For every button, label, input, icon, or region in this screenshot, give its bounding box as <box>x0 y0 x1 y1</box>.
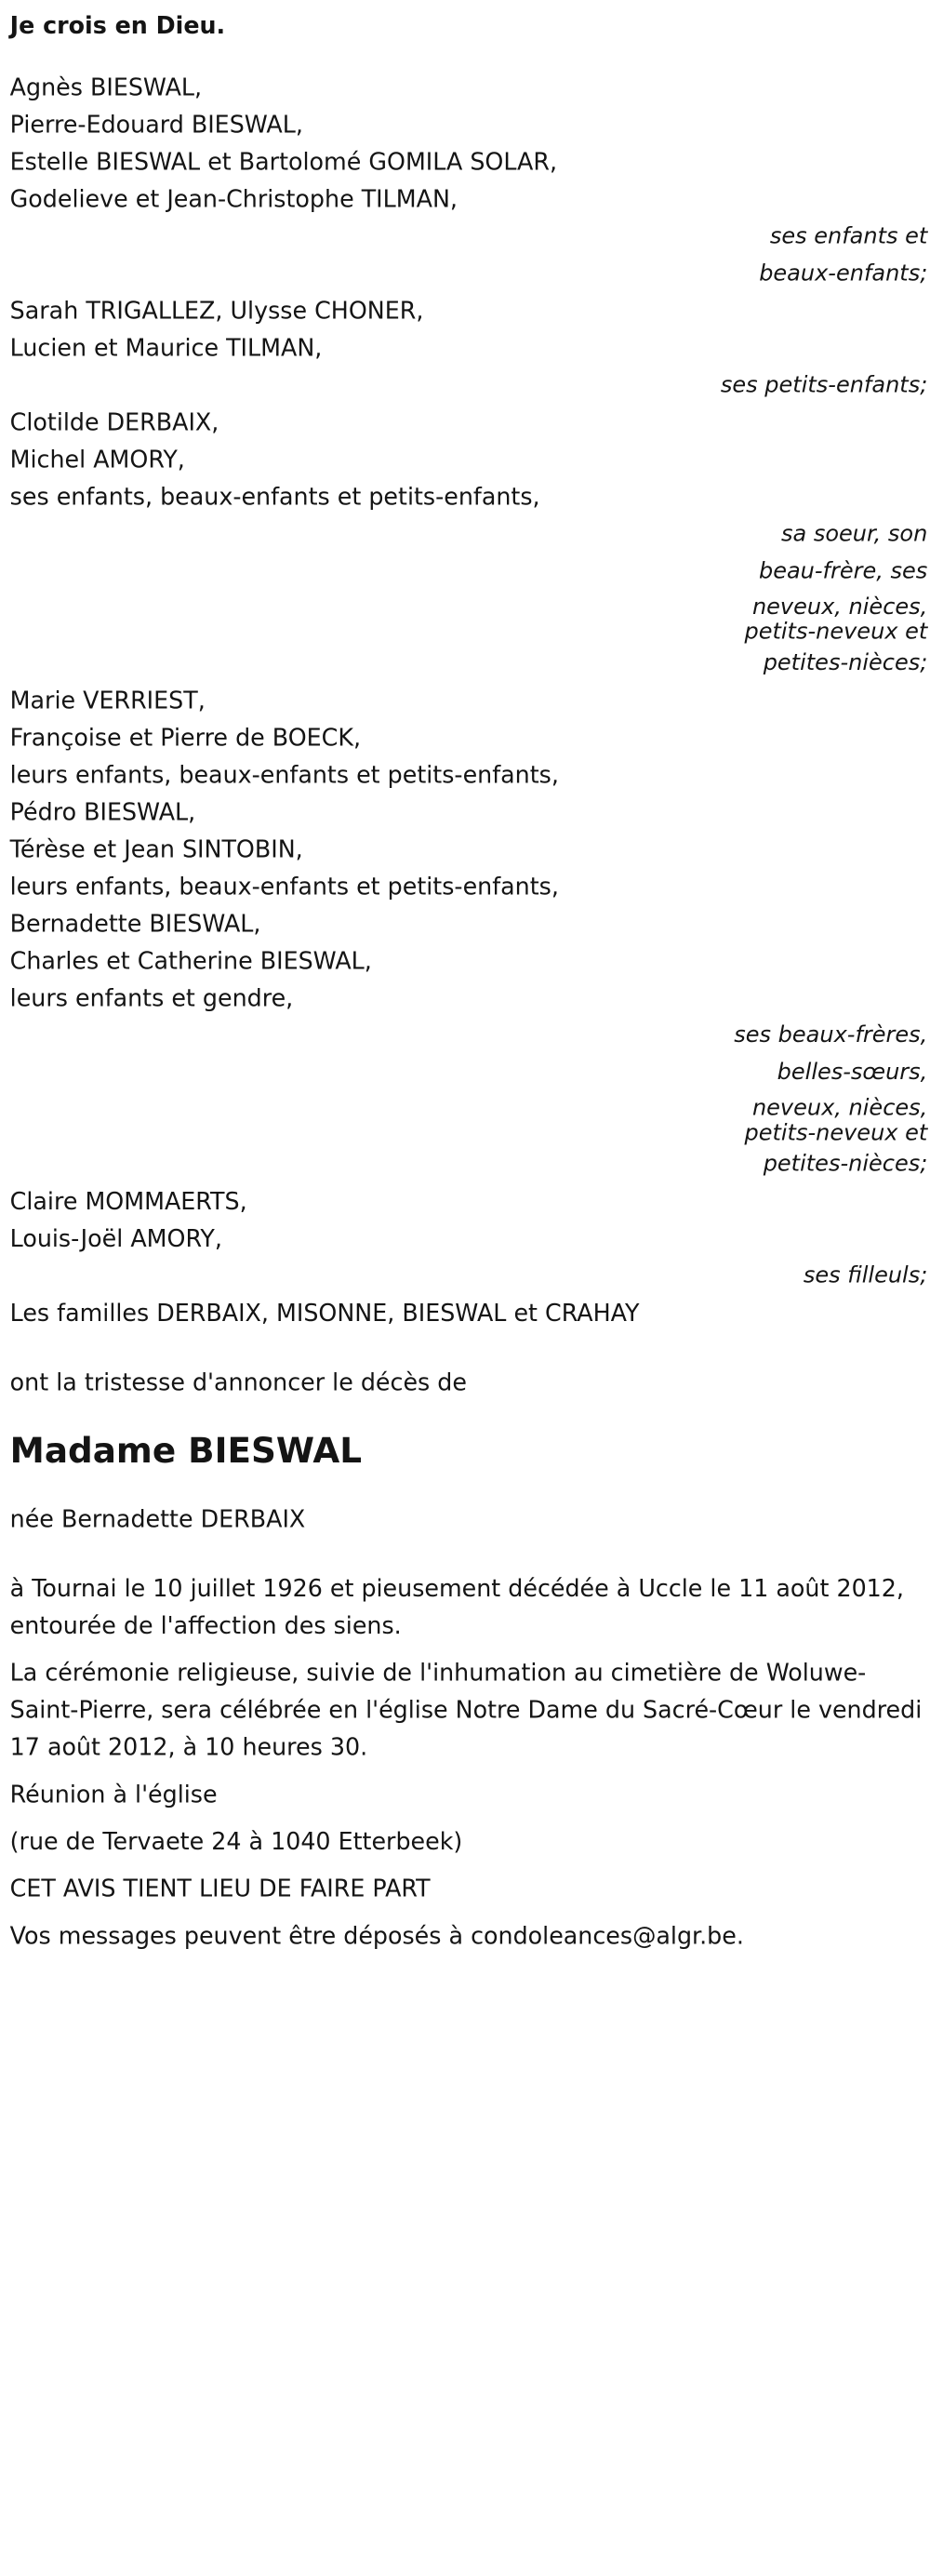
relation-label: beau-frère, ses <box>758 557 928 584</box>
family-name-line: Michel AMORY, <box>9 446 185 474</box>
family-name-line: Marie VERRIEST, <box>9 687 206 714</box>
relation-label: petites-nièces; <box>763 1151 928 1178</box>
relation-label: ses filleuls; <box>803 1262 928 1289</box>
family-name-line: leurs enfants et gendre, <box>9 984 294 1012</box>
relation-label: belles-sœurs, <box>777 1059 928 1086</box>
address-text: (rue de Tervaete 24 à 1040 Etterbeek) <box>9 1828 463 1856</box>
group-godchildren <box>10 1183 928 1295</box>
family-name-line: Sarah TRIGALLEZ, Ulysse CHONER, <box>9 297 424 326</box>
family-name-line: Claire MOMMAERTS, <box>9 1188 247 1216</box>
deceased-name: Madame BIESWAL <box>9 1430 363 1472</box>
relation-label: petites-nièces; <box>763 649 928 676</box>
family-name-line: Lucien et Maurice TILMAN, <box>9 334 323 363</box>
group-children <box>10 70 928 293</box>
messages-text: Vos messages peuvent être déposés à condoleances@algr.be. <box>9 1922 744 1950</box>
group-grandchildren <box>10 293 928 405</box>
relation-label: beaux-enfants; <box>759 260 928 287</box>
family-name-line: Clotilde DERBAIX, <box>9 408 219 437</box>
birth-name: née Bernadette DERBAIX <box>9 1505 306 1533</box>
motto: Je crois en Dieu. <box>9 12 226 40</box>
relation-label: ses beaux-frères, <box>734 1021 928 1048</box>
family-name-line: leurs enfants, beaux-enfants et petits-enfants, <box>9 873 559 901</box>
families-line: Les familles DERBAIX, MISONNE, BIESWAL et CRAHAY <box>9 1300 640 1328</box>
announcement-text: ont la tristesse d'annoncer le décès de <box>9 1368 467 1397</box>
group-sister <box>10 405 928 683</box>
family-name-line: Pierre-Edouard BIESWAL, <box>9 111 303 140</box>
family-name-line: Godelieve et Jean-Christophe TILMAN, <box>9 185 458 214</box>
family-name-line: Pédro BIESWAL, <box>9 798 196 826</box>
relation-label: petits-neveux et <box>744 619 928 646</box>
relation-label: ses petits-enfants; <box>720 371 928 398</box>
relation-label: neveux, nièces, <box>751 1095 928 1122</box>
relation-label: petits-neveux et <box>744 1119 928 1146</box>
relation-label: ses enfants et <box>769 222 928 249</box>
meeting-text: Réunion à l'église <box>9 1781 218 1809</box>
family-name-line: Térèse et Jean SINTOBIN, <box>9 835 303 863</box>
obituary-content <box>10 7 928 1955</box>
family-name-line: Louis-Joël AMORY, <box>9 1225 222 1253</box>
birth-death-text: à Tournai le 10 juillet 1926 et pieusement décédée à Uccle le 11 août 2012, entourée de l'affection des siens. <box>9 1575 904 1640</box>
relation-label: neveux, nièces, <box>751 594 928 621</box>
family-name-line: Bernadette BIESWAL, <box>9 910 261 938</box>
group-in-laws <box>10 682 928 1183</box>
relation-label: sa soeur, son <box>780 520 928 547</box>
notice-text: CET AVIS TIENT LIEU DE FAIRE PART <box>9 1875 431 1903</box>
family-name-line: leurs enfants, beaux-enfants et petits-enfants, <box>9 761 559 789</box>
family-name-line: ses enfants, beaux-enfants et petits-enfants, <box>9 483 540 512</box>
family-name-line: Charles et Catherine BIESWAL, <box>9 947 372 975</box>
family-name-line: Estelle BIESWAL et Bartolomé GOMILA SOLAR, <box>9 148 558 177</box>
family-name-line: Françoise et Pierre de BOECK, <box>9 724 362 752</box>
ceremony-text: La cérémonie religieuse, suivie de l'inhumation au cimetière de Woluwe-Saint-Pierre, sera célébrée en l'église Notre Dame du Sacré-Cœur le vendredi 17 août 2012, à 10 heures 30. <box>9 1659 923 1762</box>
family-name-line: Agnès BIESWAL, <box>9 73 203 102</box>
